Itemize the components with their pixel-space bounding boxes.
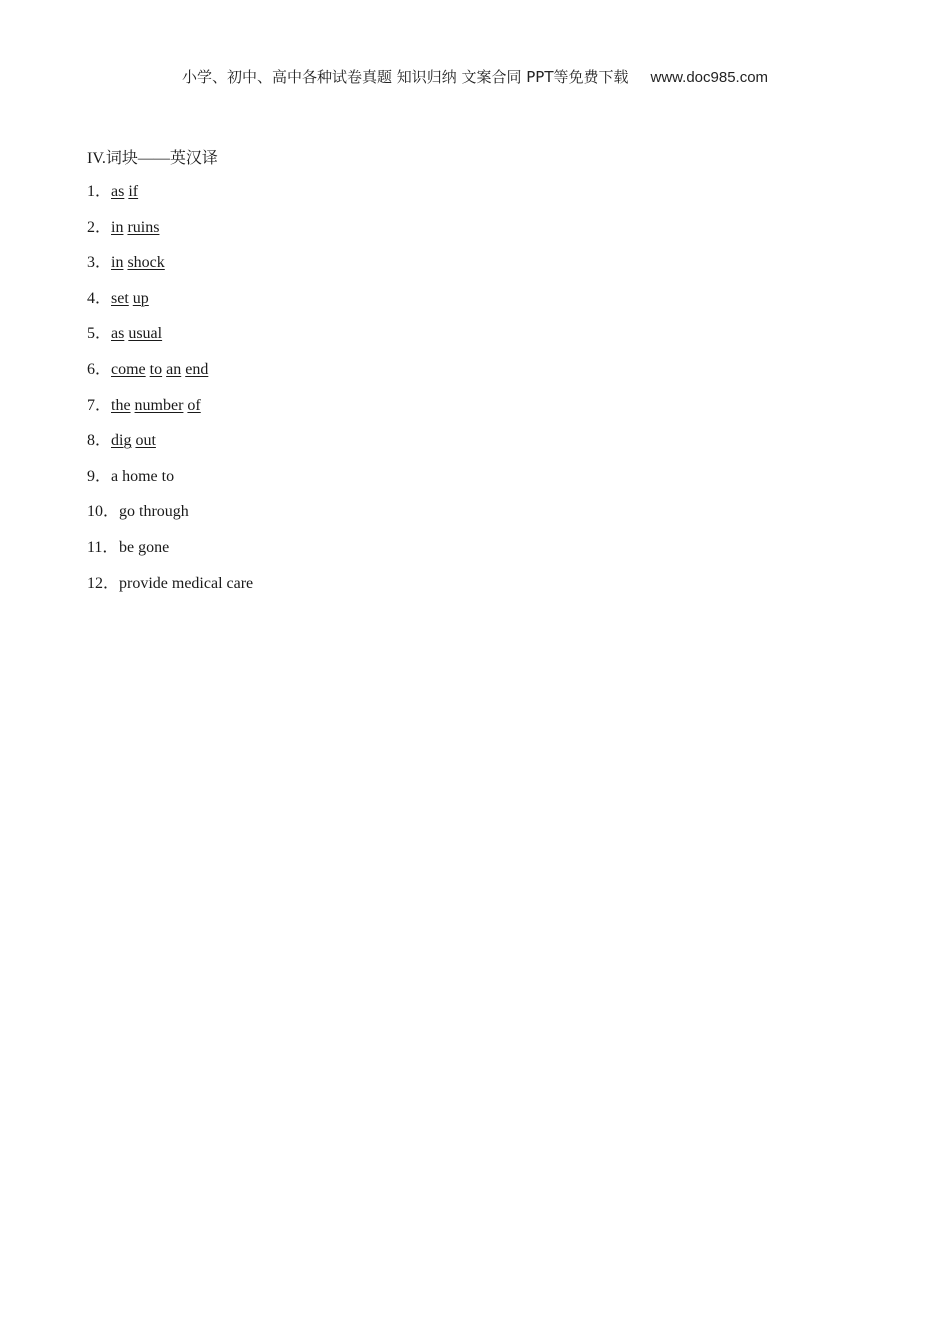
phrase-text: be gone [119, 538, 170, 556]
item-number: 11． [87, 538, 119, 556]
phrase-word: if [128, 183, 139, 200]
phrase-word: in [111, 254, 124, 272]
phrase-word: number [134, 396, 184, 414]
item-number: 7． [87, 396, 112, 414]
phrase-word: in [111, 218, 124, 236]
item-number: 5． [87, 325, 112, 343]
list-item [87, 537, 253, 573]
phrase-word: shock [127, 254, 165, 272]
phrase-word: set [111, 289, 129, 307]
item-number: 1． [87, 183, 112, 200]
list-item [87, 288, 253, 324]
phrase-word: dig [111, 432, 132, 450]
header-site-link[interactable]: www.doc985.com [650, 69, 769, 86]
list-item [87, 501, 253, 537]
phrase-word: as [111, 325, 125, 343]
phrase-word: to [149, 360, 163, 378]
section-title: IV.词块——英汉译 [87, 150, 218, 167]
item-number: 8． [87, 432, 112, 450]
list-item [87, 430, 253, 466]
phrase-word: up [132, 289, 149, 307]
item-number: 9． [87, 467, 112, 485]
phrase-word: an [166, 360, 182, 378]
list-item [87, 252, 253, 288]
phrase-word: the [111, 396, 131, 414]
list-item [87, 466, 253, 502]
item-number: 10． [87, 503, 120, 521]
phrase-word: end [185, 360, 209, 378]
list-item [87, 573, 253, 609]
item-number: 2． [87, 218, 112, 236]
item-number: 3． [87, 254, 112, 272]
list-item [87, 395, 253, 431]
phrase-word: out [135, 432, 156, 450]
phrase-word: of [187, 396, 201, 414]
phrase-text: a home to [111, 467, 175, 485]
item-number: 12． [87, 574, 120, 592]
list-item [87, 217, 253, 253]
phrase-text: go through [119, 503, 189, 521]
item-number: 6． [87, 360, 112, 378]
phrase-word: as [111, 183, 125, 200]
list-item [87, 181, 253, 217]
phrase-word: usual [128, 325, 163, 343]
phrase-word: ruins [127, 218, 160, 236]
phrase-list [87, 181, 253, 608]
phrase-text: provide medical care [119, 574, 254, 592]
header-text: 小学、初中、高中各种试卷真题 知识归纳 文案合同 PPT等免费下载 [181, 68, 629, 86]
list-item [87, 323, 253, 359]
list-item [87, 359, 253, 395]
phrase-word: come [111, 360, 146, 378]
page-header [0, 66, 950, 87]
item-number: 4． [87, 289, 112, 307]
